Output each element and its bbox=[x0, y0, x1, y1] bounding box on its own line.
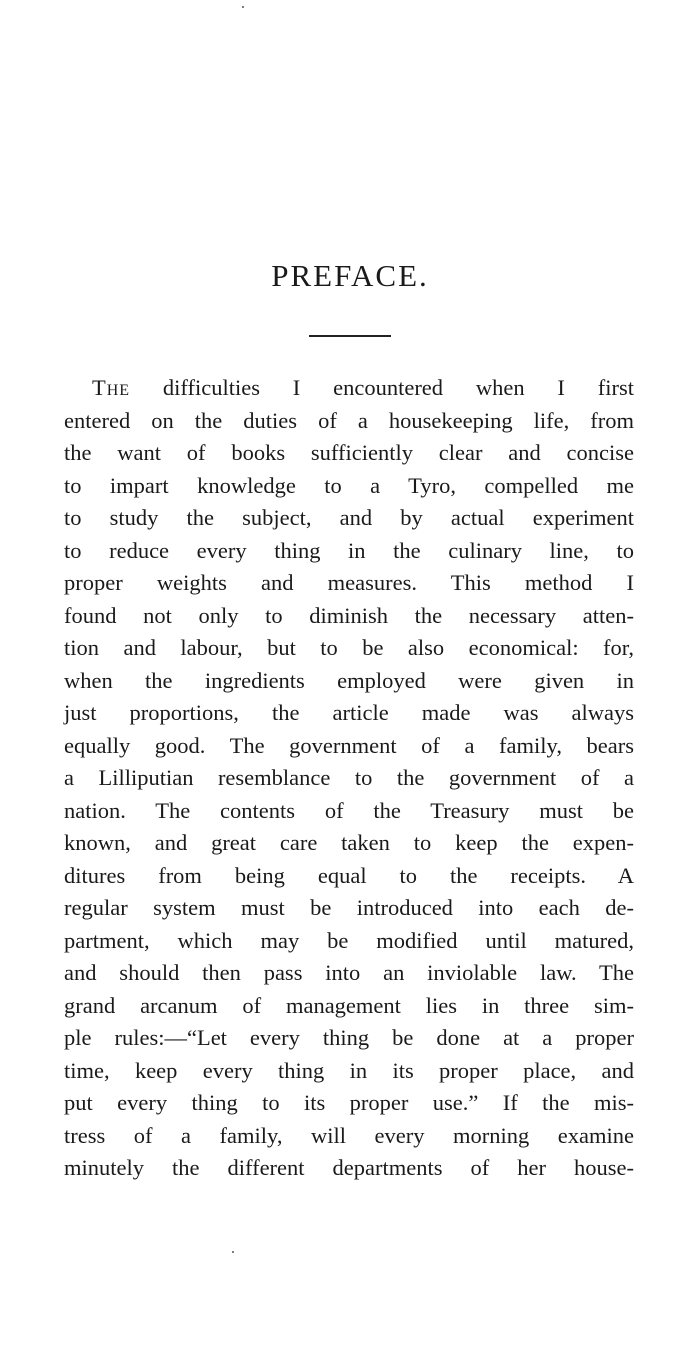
preface-text bbox=[64, 372, 634, 1185]
paper-speck-top bbox=[242, 6, 244, 8]
text-line: ple rules:—“Let every thing be done at a proper bbox=[64, 1025, 634, 1050]
text-line: tress of a family, will every morning examine bbox=[64, 1122, 634, 1148]
text-line: entered on the duties of a housekeeping life, from bbox=[64, 407, 634, 433]
text-line: partment, which may be modified until matured, bbox=[64, 927, 634, 953]
text-line: to impart knowledge to a Tyro, compelled me bbox=[64, 472, 634, 498]
text-line: put every thing to its proper use.” If the mis- bbox=[64, 1090, 634, 1115]
text-line: regular system must be introduced into each de- bbox=[64, 895, 634, 920]
title-rule bbox=[309, 335, 391, 337]
drop-word: The bbox=[92, 375, 131, 400]
text-line: minutely the different departments of her house- bbox=[64, 1155, 634, 1180]
text-line: a Lilliputian resemblance to the government of a bbox=[64, 765, 634, 790]
text-line: grand arcanum of management lies in three sim- bbox=[64, 992, 634, 1018]
text-line: the want of books sufficiently clear and concise bbox=[64, 440, 634, 465]
text-line: found not only to diminish the necessary atten- bbox=[64, 602, 634, 628]
text-line: time, keep every thing in its proper place, and bbox=[64, 1057, 634, 1083]
text-line: nation. The contents of the Treasury must be bbox=[64, 797, 634, 823]
text-line: just proportions, the article made was always bbox=[64, 700, 634, 725]
line-text: difficulties I encountered when I first bbox=[130, 375, 634, 400]
text-line: proper weights and measures. This method I bbox=[64, 570, 634, 595]
text-line: when the ingredients employed were given in bbox=[64, 667, 634, 693]
text-line: to reduce every thing in the culinary line, to bbox=[64, 537, 634, 563]
text-line: to study the subject, and by actual experiment bbox=[64, 505, 634, 530]
text-line: equally good. The government of a family, bears bbox=[64, 732, 634, 758]
text-line: known, and great care taken to keep the expen- bbox=[64, 830, 634, 855]
text-line: ditures from being equal to the receipts. A bbox=[64, 862, 634, 888]
page-title: PREFACE. bbox=[271, 258, 429, 293]
paper-speck-bottom bbox=[232, 1251, 234, 1253]
text-line bbox=[64, 372, 634, 405]
text-line: and should then pass into an inviolable law. The bbox=[64, 960, 634, 985]
text-line: tion and labour, but to be also economical: for, bbox=[64, 635, 634, 660]
